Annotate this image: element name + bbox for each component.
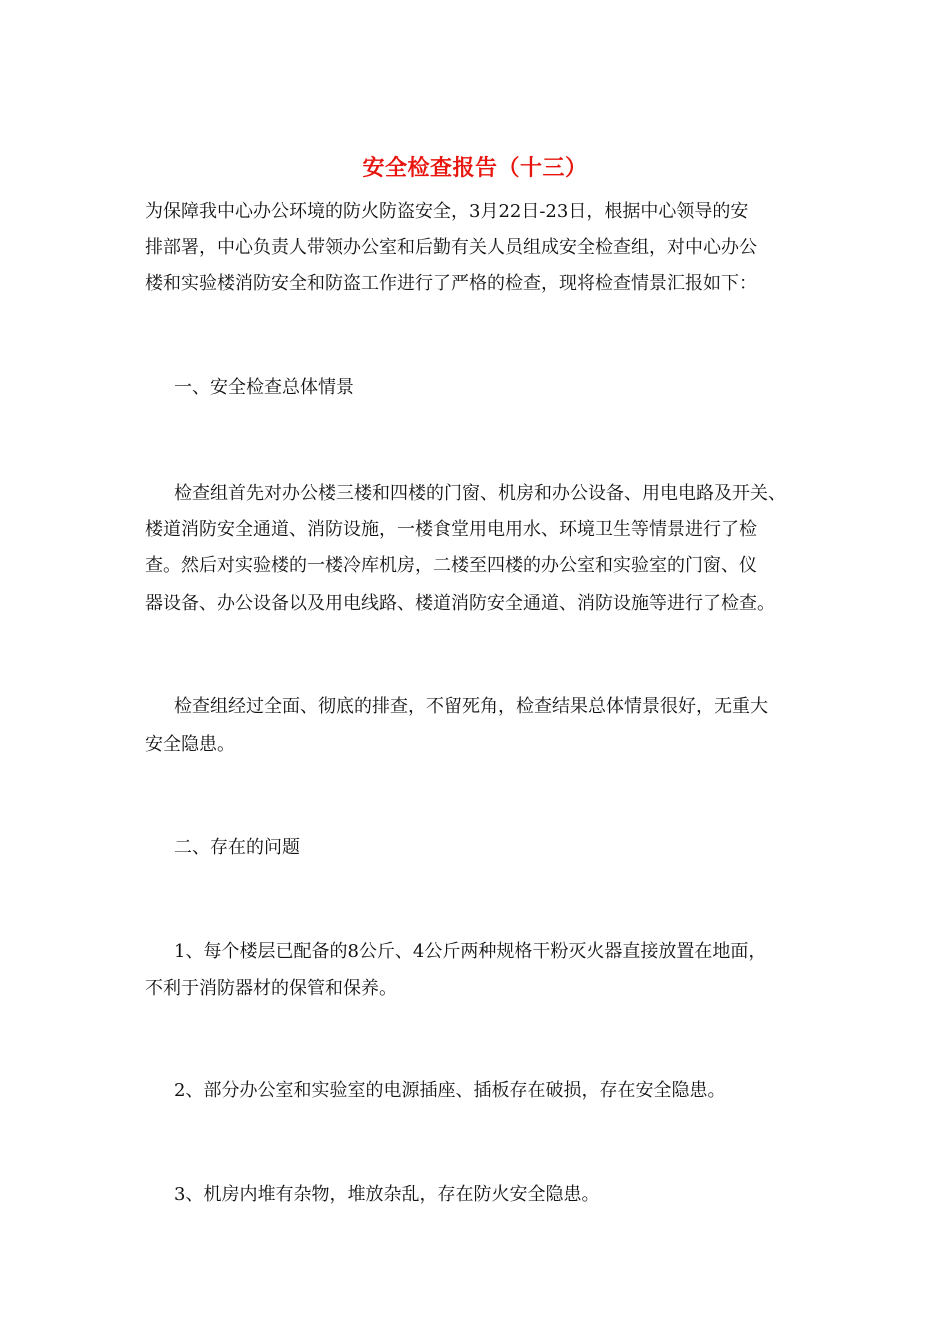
section-2-item-1-line-2: 不利于消防器材的保管和保养。 [145, 978, 397, 999]
intro-line-1: 为保障我中心办公环境的防火防盗安全，3月22日-23日，根据中心领导的安 [145, 201, 749, 222]
document-title: 安全检查报告（十三） [362, 155, 588, 181]
section-1-para-1-line-1: 检查组首先对办公楼三楼和四楼的门窗、机房和办公设备、用电电路及开关、 [174, 483, 786, 504]
section-2-item-3: 3、机房内堆有杂物，堆放杂乱，存在防火安全隐患。 [174, 1184, 600, 1205]
section-2-heading: 二、存在的问题 [174, 837, 300, 858]
intro-line-3: 楼和实验楼消防安全和防盗工作进行了严格的检查，现将检查情景汇报如下： [145, 273, 757, 294]
section-2-item-2: 2、部分办公室和实验室的电源插座、插板存在破损，存在安全隐患。 [174, 1080, 726, 1101]
section-2-item-1-line-1: 1、每个楼层已配备的8公斤、4公斤两种规格干粉灭火器直接放置在地面， [174, 941, 767, 962]
section-1-heading: 一、安全检查总体情景 [174, 377, 354, 398]
section-1-para-1-line-2: 楼道消防安全通道、消防设施，一楼食堂用电用水、环境卫生等情景进行了检 [145, 519, 757, 540]
section-1-para-2-line-1: 检查组经过全面、彻底的排查，不留死角，检查结果总体情景很好，无重大 [174, 696, 768, 717]
section-1-para-2-line-2: 安全隐患。 [145, 734, 235, 755]
section-1-para-1-line-4: 器设备、办公设备以及用电线路、楼道消防安全通道、消防设施等进行了检查。 [145, 593, 775, 614]
intro-line-2: 排部署，中心负责人带领办公室和后勤有关人员组成安全检查组，对中心办公 [145, 237, 757, 258]
section-1-para-1-line-3: 查。然后对实验楼的一楼冷库机房，二楼至四楼的办公室和实验室的门窗、仪 [145, 555, 757, 576]
